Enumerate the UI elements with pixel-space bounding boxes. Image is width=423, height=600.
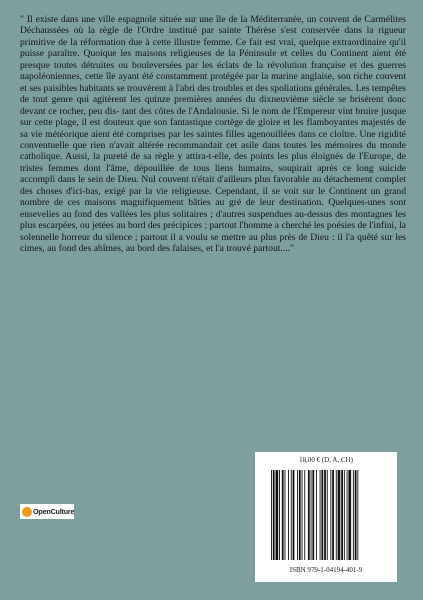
publisher-logo: [20, 504, 74, 519]
back-cover-blurb: " Il existe dans une ville espagnole située sur une île de la Méditerranée, un couvent de Carmélites Déchaussées où la règle de l'Ordre institué par sainte Thérèse s'est conservée dans la rigueur primitive de la réformation due à cette illustre femme. Ce fait est vrai, quelque extraordinaire qu'il puisse paraître. Quoique les maisons religieuses de la Péninsule et celles du Continent aient été presque toutes détruites ou bouleversées par les éclats de la révolution française et des guerres napoléoniennes, cette île ayant été constamment protégée par la marine anglaise, son riche couvent et ses paisibles habitants se trouvèrent à l'abri des troubles et des spoliations générales. Les tempêtes de tout genre qui agitèrent les quinze premières années du dixneuvième siècle se brisèrent donc devant ce rocher, peu dis- tant des côtes de l'Andalousie. Si le nom de l'Empereur vint bruire jusque sur cette plage, il est douteux que son fantastique cortège de gloire et les flamboyantes majestés de sa vie météorique aient été comprises par les saintes filles agenouillées dans ce cloître. Une rigidité conventuelle que rien n'avait altérée recommandait cet asile dans toutes les mémoires du monde catholique. Aussi, la pureté de sa règle y attira-t-elle, des points les plus éloignés de l'Europe, de tristes femmes dont l'âme, dépouillée de tous liens humains, soupirait après ce long suicide accompli dans le sein de Dieu. Nul couvent n'était d'ailleurs plus favorable au détachement complet des choses d'ici-bas, exigé par la vie religieuse. Cependant, il se voit sur le Continent un grand nombre de ces maisons magnifiquement bâties au gré de leur destination. Quelques-unes sont ensevelies au fond des vallées les plus solitaires ; d'autres suspendues au-dessus des montagnes les plus escarpées, ou jetées au bord des précipices ; partout l'homme a cherché les poésies de l'infini, la solennelle horreur du silence ; partout il a voulu se mettre au plus près de Dieu : il l'a quêté sur les cimes, au fond des abîmes, au bord des falaises, et l'a trouvé partout....": [20, 14, 406, 255]
barcode-icon: [269, 470, 383, 560]
price-label: 18,00 € (D, A, CH): [299, 456, 353, 464]
publisher-name: OpenCulture: [33, 507, 75, 516]
logo-mark-icon: [22, 507, 32, 517]
isbn-label: ISBN 979-1-04194-401-9: [289, 566, 363, 574]
price-barcode-box: [255, 452, 397, 582]
